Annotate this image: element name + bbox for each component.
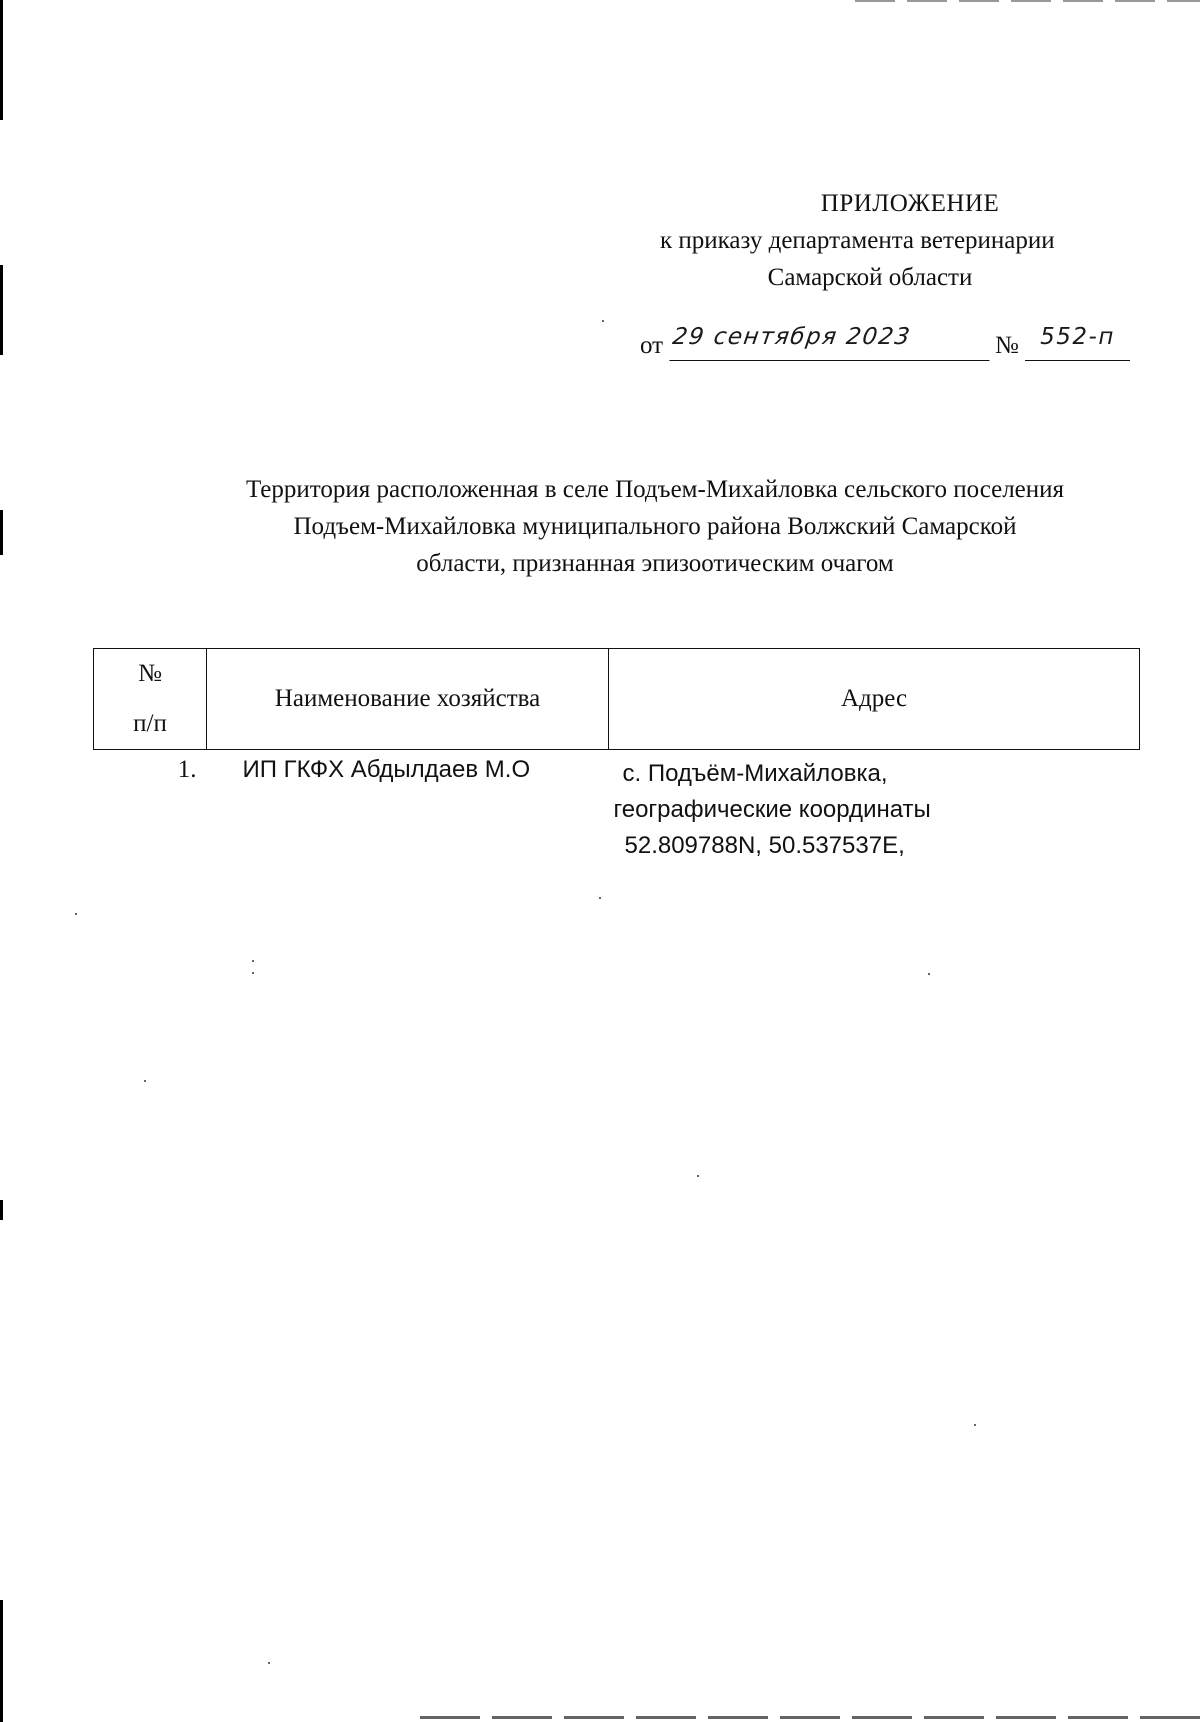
order-date-handwritten: 29 сентября 2023: [669, 324, 994, 361]
scan-edge-mark: [0, 510, 3, 555]
order-number-handwritten: 552-п: [1025, 324, 1130, 361]
address-coords: 52.809788N, 50.537537E,: [624, 832, 905, 859]
scan-speck: [974, 1424, 976, 1426]
order-date-prefix: от: [640, 332, 664, 359]
row-number: 1.: [177, 756, 197, 783]
scan-speck: [75, 913, 77, 915]
appendix-title: ПРИЛОЖЕНИЕ: [820, 190, 1000, 217]
scan-speck: [252, 960, 254, 962]
scan-speck: [602, 320, 604, 322]
address-settlement: с. Подъём-Михайловка,: [622, 760, 888, 787]
scan-speck: [928, 973, 930, 975]
header-number-sign: №: [138, 660, 162, 687]
scan-speck: [599, 897, 601, 899]
territory-line: Территория расположенная в селе Подъем-Михайловка сельского поселения: [245, 476, 1065, 503]
order-number-label: №: [995, 332, 1019, 359]
scan-edge-mark: [0, 1200, 3, 1220]
farms-table: [93, 648, 1140, 864]
territory-line: области, признанная эпизоотическим очагом: [416, 550, 894, 577]
scan-speck: [697, 1175, 699, 1177]
header-number: [94, 649, 207, 750]
address-coords-label: географические координаты: [613, 796, 931, 823]
scan-top-rule: [855, 0, 1200, 2]
territory-line: Подъем-Михайловка муниципального района Волжский Самарской: [293, 513, 1017, 540]
table-header-row: [94, 649, 1140, 750]
appendix-region: Самарской области: [767, 264, 973, 291]
scan-speck: [144, 1080, 146, 1082]
order-line: [640, 324, 1140, 368]
appendix-order-ref: к приказу департамента ветеринарии: [660, 227, 1055, 254]
row-address: [609, 750, 1140, 865]
scan-speck: [268, 1662, 270, 1664]
scan-edge-mark: [0, 265, 3, 355]
row-farm-name: ИП ГКФХ Абдылдаев М.О: [242, 756, 531, 783]
territory-heading: [120, 471, 1190, 582]
header-number-abbr: п/п: [133, 710, 167, 737]
scan-edge-mark: [0, 0, 3, 120]
table-row: [94, 750, 1140, 865]
scan-bottom-rule: [420, 1716, 1200, 1719]
scan-speck: [252, 972, 254, 974]
header-address: Адрес: [609, 649, 1140, 750]
scan-edge-mark: [0, 1600, 3, 1722]
header-farm-name: Наименование хозяйства: [207, 649, 609, 750]
